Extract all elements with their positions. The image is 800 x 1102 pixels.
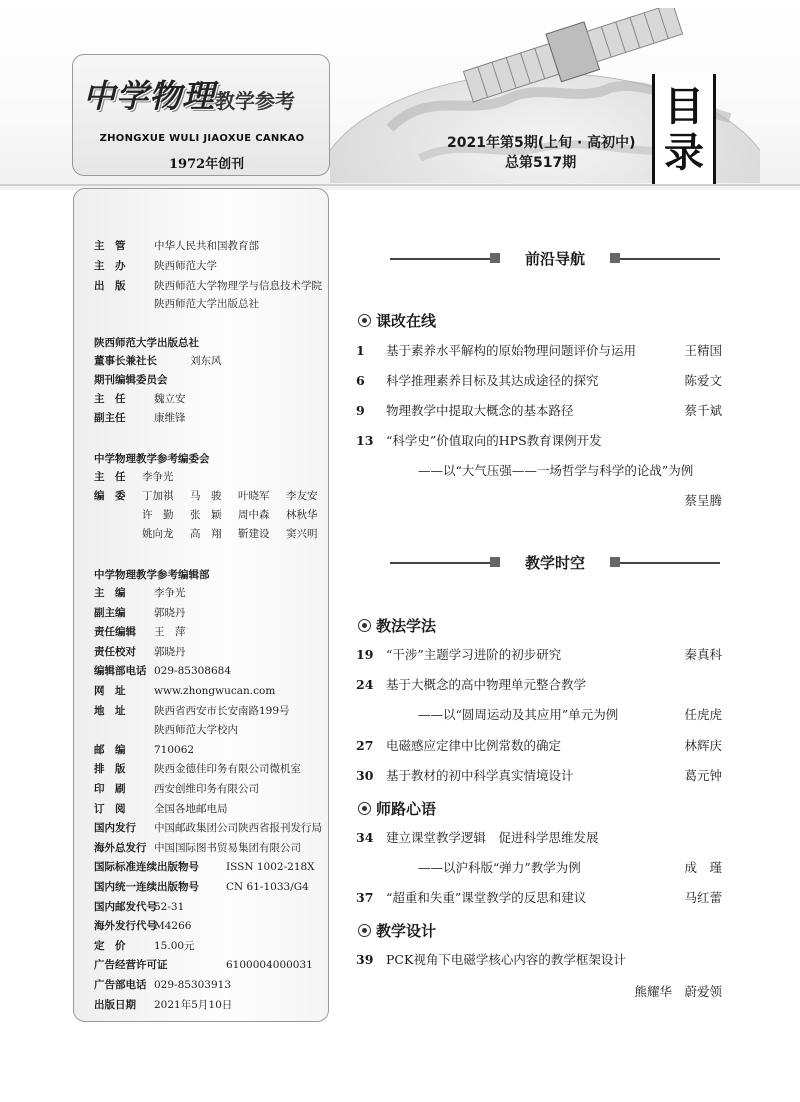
issue-number: 2021年第5期(上旬 · 高初中) — [447, 135, 636, 151]
total-issue: 总第517期 — [505, 155, 577, 171]
part-banner-teaching — [390, 552, 720, 574]
header-divider — [0, 184, 800, 186]
toc-entry[interactable]: 34 建立课堂教学逻辑 促进科学思维发展 — [356, 830, 599, 845]
toc-entry[interactable]: 1 基于素养水平解构的原始物理问题评价与运用 王精国 — [356, 343, 722, 358]
toc-entry-subtitle: ——以“大气压强——一场哲学与科学的论战”为例 — [418, 463, 694, 478]
section-bullet-icon — [358, 802, 371, 815]
toc-entry[interactable]: 9 物理教学中提取大概念的基本路径 蔡千斌 — [356, 403, 722, 418]
section-heading-design: 教学设计 — [358, 920, 436, 941]
part-banner-frontier — [390, 248, 720, 270]
section-bullet-icon — [358, 314, 371, 327]
toc-entry-subtitle: ——以“圆周运动及其应用”单元为例 — [418, 707, 619, 722]
logo-subtitle: 教学参考 — [215, 89, 295, 113]
part-title-frontier: 前沿导航 — [509, 250, 601, 268]
section-heading-curriculum: 课改在线 — [358, 310, 436, 331]
toc-entry[interactable]: 30 基于教材的初中科学真实情境设计 葛元钟 — [356, 768, 722, 783]
contents-char-1: 目 — [664, 84, 704, 130]
toc-entry[interactable]: 6 科学推理素养目标及其达成途径的探究 陈爱文 — [356, 373, 722, 388]
toc-entry-continued: ——以沪科版“弹力”教学为例 成 瑾 — [418, 860, 722, 875]
part-title-teaching: 教学时空 — [509, 554, 601, 572]
toc-entry[interactable]: 13 “科学史”价值取向的HPS教育课例开发 — [356, 433, 602, 448]
toc-entry[interactable]: 37 “超重和失重”课堂教学的反思和建议 马红蕾 — [356, 890, 722, 905]
toc-entry-continued: ——以“圆周运动及其应用”单元为例 任虎虎 — [418, 707, 722, 722]
toc-entry-subtitle: ——以沪科版“弹力”教学为例 — [418, 860, 581, 875]
committee-title: 中学物理教学参考编委会 — [94, 453, 210, 465]
toc-entry-author: 熊耀华 蔚爱领 — [634, 984, 722, 999]
toc-entry[interactable]: 19 “干涉”主题学习进阶的初步研究 秦真科 — [356, 647, 722, 662]
section-heading-methods: 教法学法 — [358, 615, 436, 636]
masthead-panel: 主 管 中华人民共和国教育部 主 办 陕西师范大学 出 版 陕西师范大学物理学与信息技术学院 陕西师范大学出版总社 陕西师范大学出版总社 董事长兼社长 刘东风 期刊编辑委员会 主 任 魏立安 副主任 康维锋 中学物理教学参考编委会 主 任 李争光 编 委 丁加祺 马 骏 叶晓军 李友安 许 勤 张 颖 周中森 林秋华 姚向龙 高 翔 靳建设 窦兴明 中学物理教学参考编辑部 主 编 李争光 副主编 郭晓丹 责任编辑 王 萍 责任校对 郭晓丹 编辑部电话 029-85308684 网 址 www.zhongwucan.com 地 址 陕西省西安市长安南路199号 陕西师范大学校内 邮 编 710062 排 版 陕西金德佳印务有限公司微机室 印 刷 西安创维印务有限公司 订 阅 全国各地邮电局 国内发行 中国邮政集团公司陕西省报刊发行局 海外总发行 中国国际图书贸易集团有限公司 国际标准连续出版物号 ISSN 1002-218X 国内统一连续出版物号 CN 61-1033/G4 国内邮发代号 52-31 海外发行代号 M4266 定 价 15.00元 广告经营许可证 6100004000031 广告部电话 029-85303913 出版日期 2021年5月10日 — [73, 188, 329, 1022]
logo-title: 中学物理 — [83, 77, 216, 115]
logo-pinyin: ZHONGXUE WULI JIAOXUE CANKAO — [99, 133, 305, 144]
contents-heading — [652, 74, 716, 186]
toc-entry[interactable]: 24 基于大概念的高中物理单元整合教学 — [356, 677, 587, 692]
toc-entry[interactable]: 39 PCK视角下电磁学核心内容的教学框架设计 — [356, 952, 626, 967]
toc-entry-author: 蔡呈腾 — [684, 493, 722, 508]
editorial-title: 中学物理教学参考编辑部 — [94, 569, 210, 581]
journal-logo — [72, 54, 330, 176]
contents-char-2: 录 — [664, 130, 704, 176]
toc-entry[interactable]: 27 电磁感应定律中比例常数的确定 林辉庆 — [356, 738, 722, 753]
section-bullet-icon — [358, 619, 371, 632]
section-heading-teacher-notes: 师路心语 — [358, 798, 436, 819]
founded-year: 1972年创刊 — [169, 157, 245, 172]
publisher-title: 陕西师范大学出版总社 — [94, 337, 199, 349]
section-bullet-icon — [358, 924, 371, 937]
